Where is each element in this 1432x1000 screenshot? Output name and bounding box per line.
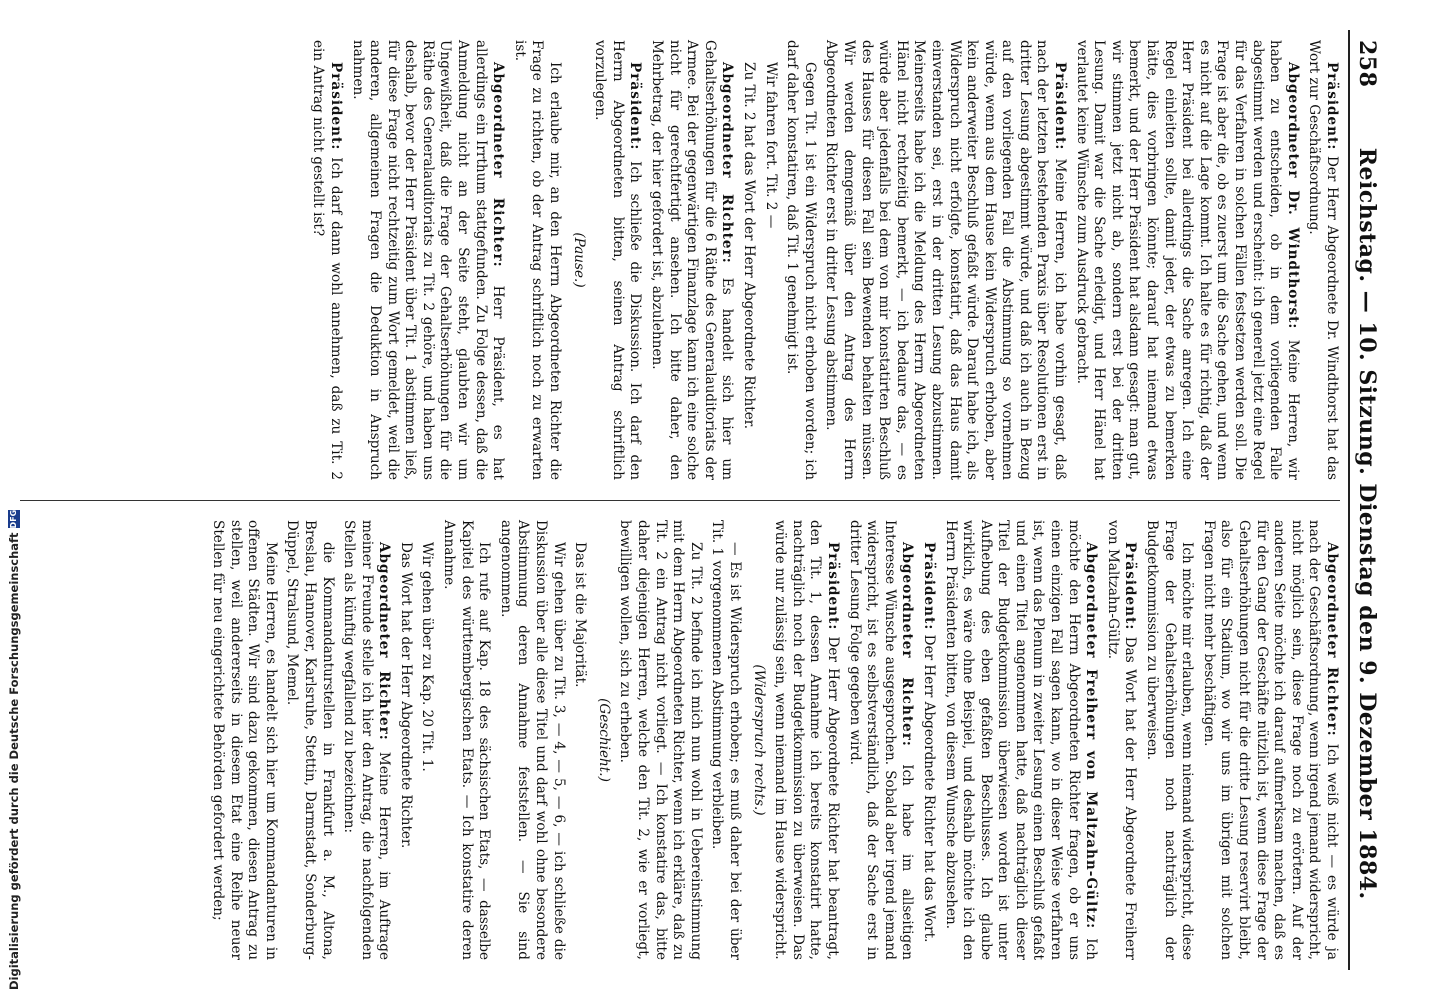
paragraph-text: Das Wort hat der Herr Abgeordnete Richter. — [397, 542, 414, 849]
paragraph-text: Der Herr Abgeordnete Dr. Windthorst hat das Wort zur Geschäftsordnung. — [1306, 40, 1340, 480]
speaker-name: Abgeordneter Freiherr von Maltzahn-Gültz: — [1083, 542, 1100, 930]
paragraph-text: Meine Herren, es handelt sich hier um Kommandanturen in offenen Städten. Wir sind dazu gekommen, diesen Antrag zu stellen, weil andererseits in diesem Etat eine Reihe neuer Stellen für neu eingerichtete Behörden gefordert werden; — [209, 520, 279, 960]
paragraph — [510, 40, 563, 480]
paragraph — [440, 520, 493, 960]
paragraph-text: Meine Herren, wir haben zu entscheiden, ob in dem vorliegenden Falle abgestimmt werden und erscheint: ich generell jetzt eine Regel für das Verfahren in solchen Fällen festsetzen werden soll. Die Frage ist aber die, ob es zuerst um die Sache gehen, und wenn es nicht auf die Lage kommt. Ich halte es für richtig, daß der Herr Präsident bei allerdings die Sache anregen. Ich eine Regel einleiten sollte, damit jeder, der etwas zu bemerken hätte, dies vorbringen könnte; darauf hat niemand etwas bemerkt, und der Herr Präsident hat alsdann gesagt: man gut, wir stimmen jetzt nicht ab, sondern erst bei der dritten Lesung. Damit war die Sache erledigt, und Herr Hänel hat verlautet keine Wünsche zum Ausdruck gebracht. — [1073, 40, 1301, 480]
paragraph — [647, 40, 735, 480]
stage-direction — [594, 520, 612, 960]
paragraph-text: Zu Tit. 2 hat das Wort der Herr Abgeordnete Richter. — [741, 62, 757, 430]
paragraph-text: Meine Herren, ich habe vorhin gesagt, daß nach der letzten bestehenden Praxis über Resolutionen erst in dritter Lesung abgestimmt würde, und daß ich auch in Bezug auf den vorliegenden Fall die Abstimmung so vornehmen würde, wenn aus dem Hause kein Widerspruch erhoben, aber kein anderweiter Beschluß gefaßt würde. Darauf habe ich, als Widerspruch nicht erfolgte, konstatirt, daß das Haus damit einverstanden sei, erst in der dritten Lesung abzustimmen. Meinerseits habe ich die Meldung des Herrn Abgeordneten Hänel nicht rechtzeitig bemerkt, — ich bedaure das, — es würde aber jedenfalls bei dem von mir konstatirten Beschluß des Hauses für diesen Fall sein Bewenden behalten müssen. Wir werden demgemäß über den Antrag des Herrn Abgeordneten Richter erst in dritter Lesung abstimmen. — [823, 40, 1069, 481]
paragraph — [845, 520, 915, 960]
paragraph-text: Wir fahren fort. Tit. 2 — — [762, 62, 779, 229]
dfg-credit-text: Digitalisierung gefördert durch die Deutsche Forschungsgemeinschaft — [7, 532, 21, 990]
speaker-name: Präsident: — [1052, 62, 1069, 151]
paragraph — [739, 40, 757, 480]
speaker-name: Abgeordneter Richter: — [490, 62, 507, 268]
speaker-name: Präsident: — [1122, 542, 1139, 631]
paragraph-text: — Es ist Widerspruch erhoben; es muß daher bei der über Tit. 1 vorgenommenen Abstimmung verbleiben. — [709, 520, 743, 960]
paragraph — [418, 520, 436, 960]
speaker-name: Abgeordneter Richter: — [899, 542, 916, 747]
speaker-name: Präsident: — [920, 542, 937, 631]
speaker-name: Abgeordneter Richter: — [376, 542, 393, 741]
paragraph — [396, 520, 414, 960]
stage-direction — [749, 520, 767, 960]
paragraph — [1103, 520, 1138, 960]
paragraph-text: Das ist die Majorität. — [572, 542, 589, 688]
paragraph — [340, 520, 393, 960]
dfg-logo: DFG — [9, 509, 18, 529]
paragraph-text: Der Herr Abgeordnete Richter hat das Wort. — [920, 634, 937, 943]
paragraph — [571, 520, 589, 960]
page-number: 258 — [1354, 40, 1380, 88]
paragraph — [708, 520, 743, 960]
running-title: Reichstag. — 10. Sitzung. Dienstag den 9. Dezember 1884. — [1354, 147, 1380, 900]
paragraph — [783, 40, 818, 480]
paragraph — [1142, 520, 1195, 960]
paragraph — [591, 40, 644, 480]
paragraph — [941, 520, 1099, 960]
column-divider — [20, 500, 1340, 501]
paragraph-text: Herr Präsident, es hat allerdings ein Irrthum stattgefunden. Zu Folge dessen, daß die Anmeldung nicht an der Seite steht, glaubten wir um Ungewißheit, daß die Frage der Gehaltserhöhungen für die Räthe des Generalauditoriats zu Tit. 2 gehöre, und haben uns deshalb, bevor der Herr Präsident über Tit. 1 abstimmen ließ, für diese Frage nicht rechtzeitig zum Wort gemeldet, weil die anderen, allgemeinen Fragen die Deduktion in Anspruch nahmen. — [349, 40, 507, 480]
paragraph-text: Der Herr Abgeordnete Richter hat beantragt, den Tit. 1, dessen Annahme ich bereits konstatirt hatte, nachträglich noch der Budgetkommission zu überweisen. Das würde nur zulässig sein, wenn niemand im Hause widerspricht. — [772, 520, 841, 960]
paragraph — [1072, 40, 1301, 480]
paragraph-text: Gegen Tit. 1 ist ein Widerspruch nicht erhoben worden; ich darf daher konstatiren, daß Tit. 1 genehmigt ist. — [784, 40, 818, 480]
paragraph-text: Ich schließe die Diskussion. Ich darf den Herrn Abgeordneten bitten, seinen Antrag schriftlich vorzulegen. — [592, 40, 644, 480]
paragraph-text: Ich rufe auf Kap. 18 des sächsischen Etats, — dasselbe Kapitel des württembergischen Etats. — Ich konstatire deren Annahme. — [441, 520, 493, 960]
speaker-name: Präsident: — [824, 542, 841, 631]
paragraph-text: Ich darf dann wohl annehmen, daß zu Tit. 2 ein Antrag nicht gestellt ist? — [310, 40, 344, 480]
speaker-name: Präsident: — [627, 62, 644, 151]
paragraph-text: Wir gehen über zu Tit. 3, — 4, — 5, — 6, — ich schließe die Diskussion über alle diese Titel und darf wohl ohne besondere Abstimmung deren Annahme feststellen. — Sie sind angenommen. — [497, 520, 567, 960]
stage-direction — [569, 40, 587, 480]
paragraph — [1305, 40, 1340, 480]
paragraph — [919, 520, 937, 960]
speaker-name: Abgeordneter Dr. Windthorst: — [1284, 62, 1301, 330]
paragraph — [616, 520, 704, 960]
paragraph-text: Wir gehen über zu Kap. 20 Tit. 1. — [419, 542, 436, 772]
header-rule — [1348, 30, 1350, 970]
paragraph — [822, 40, 1068, 480]
speaker-name: Abgeordneter Richter: — [719, 62, 736, 264]
paragraph — [761, 40, 779, 480]
speaker-name: Präsident: — [327, 62, 344, 151]
paragraph-text: Ich möchte den Herrn Abgeordneten Richter fragen, ob er uns einen einzigen Fall sagen kann, wo in dieser Weise verfahren ist, wenn das Plenum in zweiter Lesung einen Beschluß gefaßt und einen Titel angenommen hatte, daß nachträglich dieser Titel der Budgetkommission überwiesen worden ist unter Aufhebung des eben gefaßten Beschlusses. Ich glaube wirklich, es wäre ohne Beispiel, und deshalb möchte ich den Herrn Präsidenten bitten, von diesem Wunsche abzusehen. — [942, 520, 1100, 961]
paragraph-text: (Widerspruch rechts.) — [750, 664, 767, 816]
paragraph-text: die Kommandanturstellen in Frankfurt a. M., Altona, Breslau, Hannover, Karlsruhe, Stettin, Darmstadt, Sonderburg-Düppel, Stralsund, Memel. — [284, 520, 336, 960]
right-column — [204, 520, 1340, 960]
paragraph-text: Zu Tit. 2 befinde ich mich nun wohl in Uebereinstimmung mit dem Herrn Abgeordneten Richter, wenn ich erkläre, daß zu Tit. 2 ein Antrag nicht vorliegt. — Ich konstatire das, bitte daher diejenigen Herren, welche den Tit. 2, wie er vorliegt, bewilligen wollen, sich zu erheben. — [617, 520, 704, 960]
paragraph — [309, 40, 344, 480]
paragraph — [208, 520, 278, 960]
paragraph-text: Ich erlaube mir, an den Herrn Abgeordneten Richter die Frage zu richten, ob der Antrag schriftlich noch zu erwarten ist. — [511, 40, 564, 480]
paragraph-text: Ich weiß nicht — es würde ja nach der Geschäftsordnung, wenn irgend jemand widerspricht, nicht möglich sein, diese Frage noch zu erörtern. Auf der anderen Seite möchte ich darauf aufmerksam machen, daß es für den Gang der Geschäfte nützlich ist, wenn diese Frage der Gehaltserhöhungen nicht für die dritte Lesung reservirt bleibt, also für ein Stadium, wo wir uns im übrigen mit solchen Fragen nicht mehr beschäftigen. — [1200, 520, 1340, 960]
paragraph-text: Ich möchte mir erlauben, wenn niemand widerspricht, diese Frage der Gehaltserhöhungen noch nachträglich der Budgetkommission zu überweisen. — [1144, 520, 1196, 960]
dfg-credit-strip — [4, 509, 24, 990]
paragraph — [1199, 520, 1340, 960]
paragraph-text: (Pause.) — [570, 232, 587, 288]
paragraph — [283, 520, 336, 960]
paragraph-text: (Geschieht.) — [595, 698, 612, 782]
paragraph — [771, 520, 841, 960]
paragraph-text: Es handelt sich hier um Gehaltserhöhungen für die 6 Räthe des Generalauditoriats der Armee. Bei der gegenwärtigen Finanzlage kann ich eine solche nicht für gerechtfertigt ansehen. Ich bitte daher, den Mehrbetrag, der hier gefordert ist, abzulehnen. — [649, 40, 736, 480]
paragraph-text: Das Wort hat der Herr Abgeordnete Freiherr von Maltzahn-Gültz. — [1104, 520, 1139, 960]
speaker-name: Präsident: — [1324, 62, 1340, 151]
paragraph — [496, 520, 566, 960]
paragraph-text: Meine Herren, im Auftrage meiner Freunde stelle ich hier den Antrag, die nachfolgenden Stellen als künftig wegfallend zu bezeichnen: — [341, 520, 393, 961]
running-head — [1352, 40, 1382, 960]
paragraph-text: Ich habe im allseitigen Interesse Wünsche ausgesprochen. Sobald aber irgend jemand widerspricht, ist es selbstverständlich, daß der Sache erst in dritter Lesung Folge gegeben wird. — [846, 520, 916, 960]
paragraph — [348, 40, 506, 480]
left-column — [305, 40, 1340, 480]
speaker-name: Abgeordneter Richter: — [1324, 542, 1340, 737]
